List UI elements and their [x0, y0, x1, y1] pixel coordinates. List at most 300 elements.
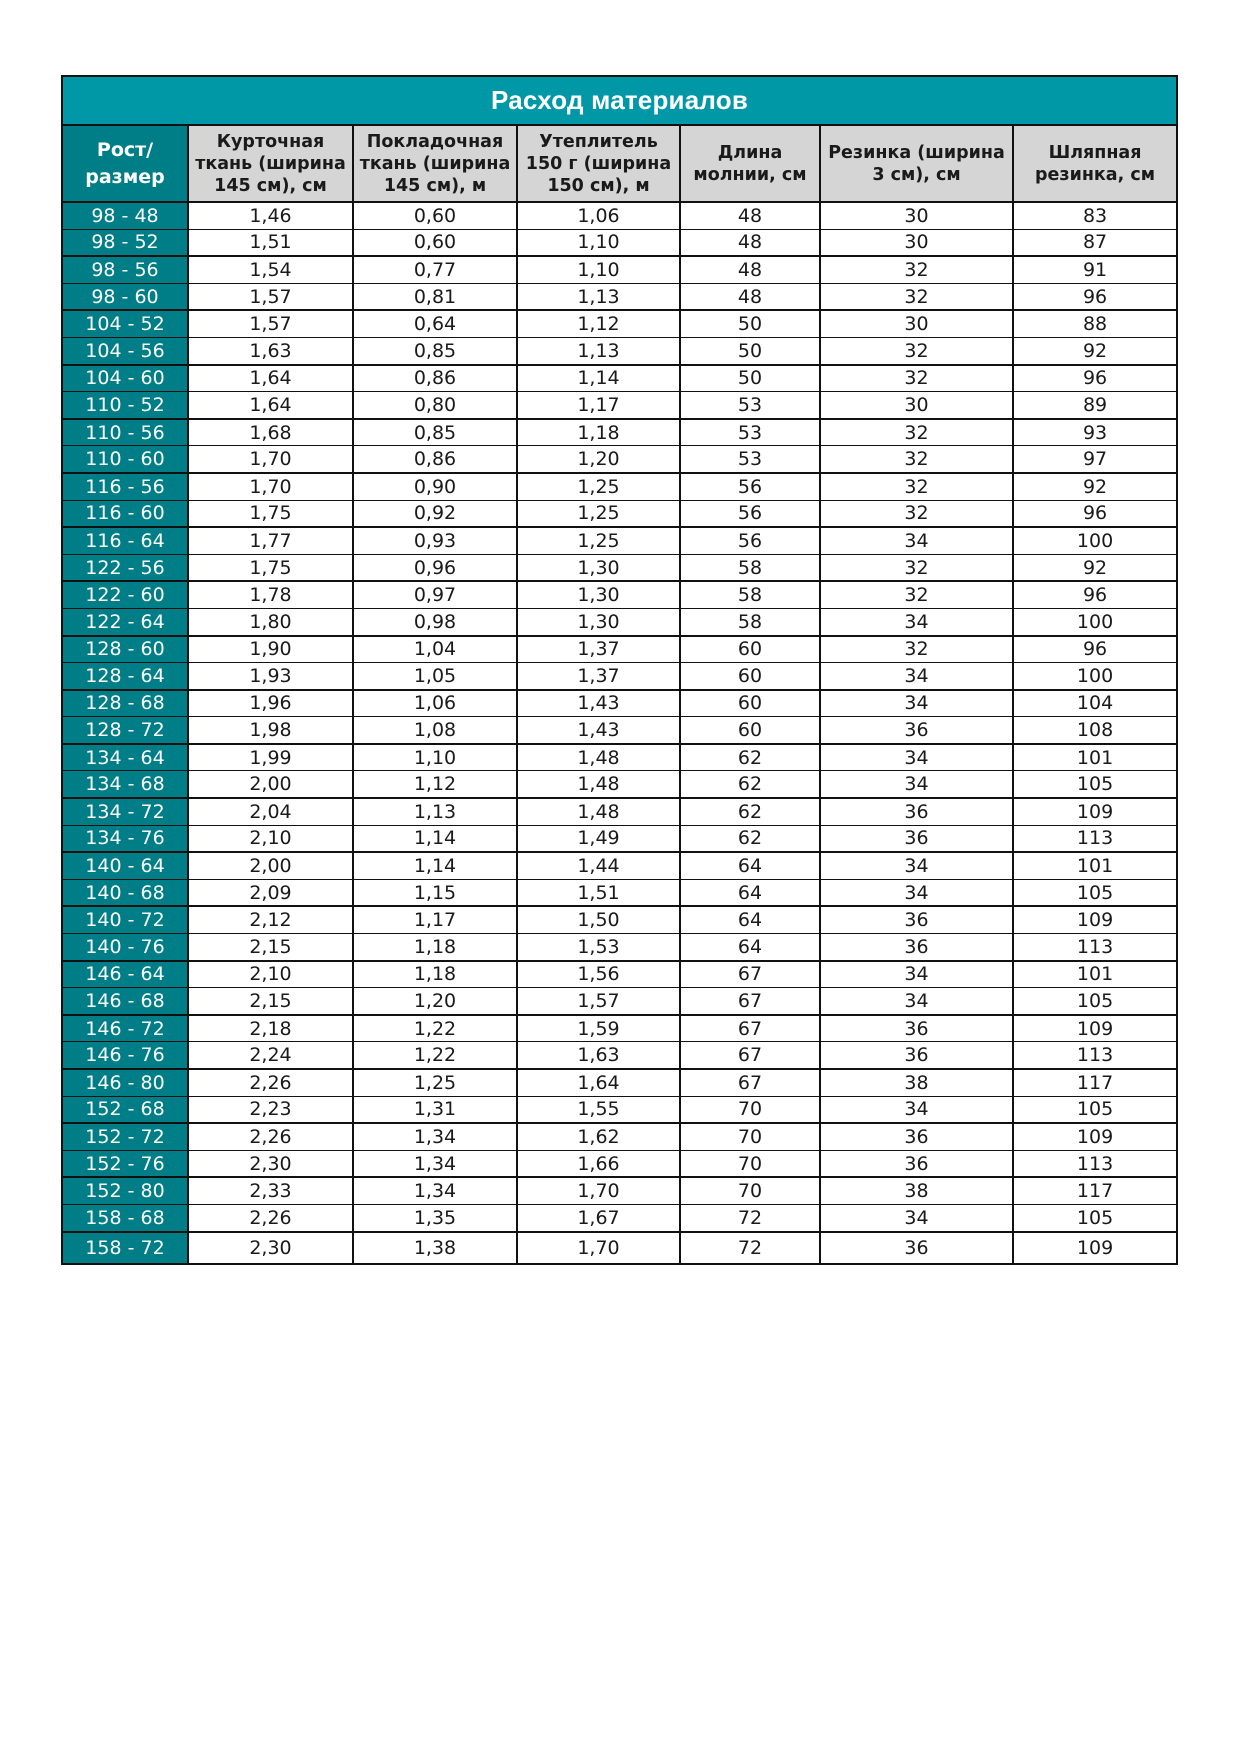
- lining-fabric-cell: 1,34: [353, 1123, 517, 1150]
- elastic-cell: 34: [820, 1204, 1013, 1231]
- header-line: 145 см), см: [214, 175, 327, 196]
- size-cell: 116 - 64: [62, 527, 188, 554]
- table-row: [62, 1096, 1177, 1123]
- hat-elastic-cell: 100: [1013, 527, 1177, 554]
- header-lining-fabric: [353, 125, 517, 202]
- zipper-length-cell: 48: [680, 283, 820, 310]
- table-row: [62, 852, 1177, 879]
- lining-fabric-cell: 0,93: [353, 527, 517, 554]
- zipper-length-cell: 56: [680, 500, 820, 527]
- lining-fabric-cell: 1,12: [353, 771, 517, 798]
- hat-elastic-cell: 113: [1013, 1042, 1177, 1069]
- elastic-cell: 34: [820, 1096, 1013, 1123]
- size-cell: 104 - 52: [62, 310, 188, 337]
- table-row: [62, 1150, 1177, 1177]
- elastic-cell: 38: [820, 1069, 1013, 1096]
- insulation-cell: 1,18: [517, 419, 680, 446]
- size-cell: 98 - 56: [62, 256, 188, 283]
- insulation-cell: 1,25: [517, 473, 680, 500]
- lining-fabric-cell: 1,15: [353, 879, 517, 906]
- jacket-fabric-cell: 2,26: [188, 1204, 353, 1231]
- size-cell: 152 - 76: [62, 1150, 188, 1177]
- insulation-cell: 1,12: [517, 310, 680, 337]
- header-row: [62, 125, 1177, 202]
- insulation-cell: 1,53: [517, 934, 680, 961]
- header-line: Резинка (ширина: [828, 142, 1005, 163]
- lining-fabric-cell: 0,86: [353, 365, 517, 392]
- jacket-fabric-cell: 2,30: [188, 1232, 353, 1264]
- header-line: Утеплитель: [539, 131, 658, 152]
- size-cell: 158 - 68: [62, 1204, 188, 1231]
- lining-fabric-cell: 1,20: [353, 988, 517, 1015]
- elastic-cell: 34: [820, 988, 1013, 1015]
- zipper-length-cell: 48: [680, 256, 820, 283]
- zipper-length-cell: 60: [680, 717, 820, 744]
- insulation-cell: 1,50: [517, 906, 680, 933]
- hat-elastic-cell: 105: [1013, 1096, 1177, 1123]
- size-cell: 134 - 76: [62, 825, 188, 852]
- hat-elastic-cell: 101: [1013, 961, 1177, 988]
- hat-elastic-cell: 105: [1013, 988, 1177, 1015]
- zipper-length-cell: 53: [680, 392, 820, 419]
- zipper-length-cell: 70: [680, 1096, 820, 1123]
- size-cell: 128 - 72: [62, 717, 188, 744]
- size-cell: 146 - 80: [62, 1069, 188, 1096]
- insulation-cell: 1,13: [517, 337, 680, 364]
- hat-elastic-cell: 92: [1013, 337, 1177, 364]
- elastic-cell: 30: [820, 310, 1013, 337]
- hat-elastic-cell: 113: [1013, 1150, 1177, 1177]
- size-cell: 146 - 76: [62, 1042, 188, 1069]
- elastic-cell: 34: [820, 771, 1013, 798]
- insulation-cell: 1,66: [517, 1150, 680, 1177]
- table-row: [62, 798, 1177, 825]
- size-cell: 116 - 56: [62, 473, 188, 500]
- zipper-length-cell: 58: [680, 554, 820, 581]
- jacket-fabric-cell: 1,68: [188, 419, 353, 446]
- hat-elastic-cell: 100: [1013, 608, 1177, 635]
- insulation-cell: 1,10: [517, 256, 680, 283]
- size-cell: 98 - 48: [62, 202, 188, 229]
- lining-fabric-cell: 0,90: [353, 473, 517, 500]
- insulation-cell: 1,13: [517, 283, 680, 310]
- hat-elastic-cell: 113: [1013, 934, 1177, 961]
- table-row: [62, 636, 1177, 663]
- size-cell: 158 - 72: [62, 1232, 188, 1264]
- table-body: [62, 202, 1177, 1264]
- elastic-cell: 32: [820, 581, 1013, 608]
- elastic-cell: 38: [820, 1177, 1013, 1204]
- zipper-length-cell: 60: [680, 663, 820, 690]
- hat-elastic-cell: 105: [1013, 1204, 1177, 1231]
- header-line: 145 см), м: [383, 175, 487, 196]
- size-cell: 140 - 68: [62, 879, 188, 906]
- insulation-cell: 1,70: [517, 1177, 680, 1204]
- table-row: [62, 500, 1177, 527]
- lining-fabric-cell: 1,22: [353, 1042, 517, 1069]
- jacket-fabric-cell: 1,64: [188, 392, 353, 419]
- hat-elastic-cell: 96: [1013, 581, 1177, 608]
- jacket-fabric-cell: 2,10: [188, 825, 353, 852]
- table-row: [62, 608, 1177, 635]
- zipper-length-cell: 62: [680, 798, 820, 825]
- jacket-fabric-cell: 1,75: [188, 500, 353, 527]
- lining-fabric-cell: 0,77: [353, 256, 517, 283]
- lining-fabric-cell: 1,18: [353, 961, 517, 988]
- insulation-cell: 1,44: [517, 852, 680, 879]
- size-cell: 128 - 60: [62, 636, 188, 663]
- elastic-cell: 36: [820, 798, 1013, 825]
- header-line: Шляпная: [1048, 142, 1142, 163]
- insulation-cell: 1,62: [517, 1123, 680, 1150]
- jacket-fabric-cell: 1,96: [188, 690, 353, 717]
- elastic-cell: 36: [820, 717, 1013, 744]
- size-cell: 140 - 76: [62, 934, 188, 961]
- lining-fabric-cell: 1,05: [353, 663, 517, 690]
- lining-fabric-cell: 1,38: [353, 1232, 517, 1264]
- elastic-cell: 34: [820, 608, 1013, 635]
- elastic-cell: 32: [820, 636, 1013, 663]
- zipper-length-cell: 56: [680, 527, 820, 554]
- jacket-fabric-cell: 1,64: [188, 365, 353, 392]
- header-size: [62, 125, 188, 202]
- jacket-fabric-cell: 1,75: [188, 554, 353, 581]
- hat-elastic-cell: 92: [1013, 473, 1177, 500]
- table-row: [62, 283, 1177, 310]
- hat-elastic-cell: 105: [1013, 879, 1177, 906]
- size-cell: 98 - 52: [62, 229, 188, 256]
- jacket-fabric-cell: 2,30: [188, 1150, 353, 1177]
- zipper-length-cell: 70: [680, 1177, 820, 1204]
- insulation-cell: 1,56: [517, 961, 680, 988]
- elastic-cell: 36: [820, 1150, 1013, 1177]
- lining-fabric-cell: 1,22: [353, 1015, 517, 1042]
- lining-fabric-cell: 1,25: [353, 1069, 517, 1096]
- elastic-cell: 36: [820, 906, 1013, 933]
- size-cell: 104 - 56: [62, 337, 188, 364]
- zipper-length-cell: 50: [680, 310, 820, 337]
- elastic-cell: 34: [820, 527, 1013, 554]
- jacket-fabric-cell: 1,70: [188, 473, 353, 500]
- hat-elastic-cell: 109: [1013, 1015, 1177, 1042]
- hat-elastic-cell: 117: [1013, 1069, 1177, 1096]
- jacket-fabric-cell: 1,70: [188, 446, 353, 473]
- zipper-length-cell: 62: [680, 744, 820, 771]
- lining-fabric-cell: 0,81: [353, 283, 517, 310]
- lining-fabric-cell: 1,04: [353, 636, 517, 663]
- elastic-cell: 36: [820, 934, 1013, 961]
- table-row: [62, 365, 1177, 392]
- insulation-cell: 1,43: [517, 717, 680, 744]
- table-row: [62, 1123, 1177, 1150]
- title-row: [62, 76, 1177, 125]
- hat-elastic-cell: 93: [1013, 419, 1177, 446]
- insulation-cell: 1,70: [517, 1232, 680, 1264]
- jacket-fabric-cell: 2,24: [188, 1042, 353, 1069]
- jacket-fabric-cell: 1,57: [188, 310, 353, 337]
- jacket-fabric-cell: 2,00: [188, 771, 353, 798]
- insulation-cell: 1,17: [517, 392, 680, 419]
- zipper-length-cell: 64: [680, 934, 820, 961]
- elastic-cell: 36: [820, 1232, 1013, 1264]
- elastic-cell: 32: [820, 283, 1013, 310]
- jacket-fabric-cell: 1,46: [188, 202, 353, 229]
- insulation-cell: 1,37: [517, 663, 680, 690]
- header-line: ткань (ширина: [195, 153, 346, 174]
- insulation-cell: 1,30: [517, 554, 680, 581]
- zipper-length-cell: 48: [680, 229, 820, 256]
- lining-fabric-cell: 0,96: [353, 554, 517, 581]
- table-row: [62, 581, 1177, 608]
- size-cell: 122 - 60: [62, 581, 188, 608]
- jacket-fabric-cell: 2,26: [188, 1069, 353, 1096]
- table-row: [62, 1069, 1177, 1096]
- jacket-fabric-cell: 2,18: [188, 1015, 353, 1042]
- zipper-length-cell: 56: [680, 473, 820, 500]
- zipper-length-cell: 62: [680, 771, 820, 798]
- hat-elastic-cell: 109: [1013, 906, 1177, 933]
- insulation-cell: 1,30: [517, 608, 680, 635]
- size-cell: 134 - 64: [62, 744, 188, 771]
- insulation-cell: 1,48: [517, 744, 680, 771]
- hat-elastic-cell: 109: [1013, 1123, 1177, 1150]
- jacket-fabric-cell: 1,77: [188, 527, 353, 554]
- insulation-cell: 1,25: [517, 527, 680, 554]
- insulation-cell: 1,06: [517, 202, 680, 229]
- table-row: [62, 473, 1177, 500]
- zipper-length-cell: 67: [680, 988, 820, 1015]
- insulation-cell: 1,43: [517, 690, 680, 717]
- table-row: [62, 690, 1177, 717]
- zipper-length-cell: 50: [680, 365, 820, 392]
- table-row: [62, 554, 1177, 581]
- header-line: Длина: [717, 142, 783, 163]
- table-title: Расход материалов: [62, 76, 1177, 125]
- jacket-fabric-cell: 2,00: [188, 852, 353, 879]
- table-row: [62, 337, 1177, 364]
- table-row: [62, 825, 1177, 852]
- hat-elastic-cell: 101: [1013, 744, 1177, 771]
- zipper-length-cell: 67: [680, 1069, 820, 1096]
- size-cell: 116 - 60: [62, 500, 188, 527]
- header-jacket-fabric: [188, 125, 353, 202]
- lining-fabric-cell: 1,06: [353, 690, 517, 717]
- insulation-cell: 1,64: [517, 1069, 680, 1096]
- table-row: [62, 1177, 1177, 1204]
- hat-elastic-cell: 96: [1013, 500, 1177, 527]
- lining-fabric-cell: 1,10: [353, 744, 517, 771]
- hat-elastic-cell: 104: [1013, 690, 1177, 717]
- table-row: [62, 1232, 1177, 1264]
- jacket-fabric-cell: 1,90: [188, 636, 353, 663]
- insulation-cell: 1,14: [517, 365, 680, 392]
- table-row: [62, 256, 1177, 283]
- elastic-cell: 32: [820, 446, 1013, 473]
- jacket-fabric-cell: 1,78: [188, 581, 353, 608]
- hat-elastic-cell: 83: [1013, 202, 1177, 229]
- hat-elastic-cell: 92: [1013, 554, 1177, 581]
- lining-fabric-cell: 0,80: [353, 392, 517, 419]
- elastic-cell: 32: [820, 500, 1013, 527]
- hat-elastic-cell: 100: [1013, 663, 1177, 690]
- size-cell: 146 - 72: [62, 1015, 188, 1042]
- hat-elastic-cell: 91: [1013, 256, 1177, 283]
- elastic-cell: 32: [820, 473, 1013, 500]
- size-cell: 140 - 64: [62, 852, 188, 879]
- header-line: размер: [85, 165, 165, 188]
- lining-fabric-cell: 1,34: [353, 1150, 517, 1177]
- lining-fabric-cell: 0,98: [353, 608, 517, 635]
- header-zipper-length: [680, 125, 820, 202]
- insulation-cell: 1,48: [517, 771, 680, 798]
- lining-fabric-cell: 0,86: [353, 446, 517, 473]
- table-row: [62, 310, 1177, 337]
- hat-elastic-cell: 89: [1013, 392, 1177, 419]
- header-hat-elastic: [1013, 125, 1177, 202]
- zipper-length-cell: 48: [680, 202, 820, 229]
- hat-elastic-cell: 101: [1013, 852, 1177, 879]
- insulation-cell: 1,48: [517, 798, 680, 825]
- size-cell: 140 - 72: [62, 906, 188, 933]
- jacket-fabric-cell: 2,15: [188, 934, 353, 961]
- hat-elastic-cell: 88: [1013, 310, 1177, 337]
- jacket-fabric-cell: 1,57: [188, 283, 353, 310]
- table-row: [62, 744, 1177, 771]
- hat-elastic-cell: 87: [1013, 229, 1177, 256]
- zipper-length-cell: 67: [680, 1042, 820, 1069]
- table-row: [62, 771, 1177, 798]
- size-cell: 98 - 60: [62, 283, 188, 310]
- size-cell: 122 - 56: [62, 554, 188, 581]
- zipper-length-cell: 60: [680, 636, 820, 663]
- lining-fabric-cell: 0,64: [353, 310, 517, 337]
- insulation-cell: 1,63: [517, 1042, 680, 1069]
- elastic-cell: 32: [820, 554, 1013, 581]
- zipper-length-cell: 50: [680, 337, 820, 364]
- size-cell: 152 - 80: [62, 1177, 188, 1204]
- hat-elastic-cell: 96: [1013, 283, 1177, 310]
- zipper-length-cell: 53: [680, 446, 820, 473]
- table-row: [62, 906, 1177, 933]
- size-cell: 104 - 60: [62, 365, 188, 392]
- jacket-fabric-cell: 2,15: [188, 988, 353, 1015]
- insulation-cell: 1,67: [517, 1204, 680, 1231]
- jacket-fabric-cell: 2,12: [188, 906, 353, 933]
- hat-elastic-cell: 96: [1013, 365, 1177, 392]
- zipper-length-cell: 72: [680, 1204, 820, 1231]
- elastic-cell: 30: [820, 392, 1013, 419]
- table-row: [62, 663, 1177, 690]
- hat-elastic-cell: 109: [1013, 798, 1177, 825]
- size-cell: 146 - 64: [62, 961, 188, 988]
- zipper-length-cell: 53: [680, 419, 820, 446]
- zipper-length-cell: 67: [680, 961, 820, 988]
- table-row: [62, 1204, 1177, 1231]
- jacket-fabric-cell: 2,04: [188, 798, 353, 825]
- table-row: [62, 934, 1177, 961]
- zipper-length-cell: 60: [680, 690, 820, 717]
- lining-fabric-cell: 0,97: [353, 581, 517, 608]
- insulation-cell: 1,51: [517, 879, 680, 906]
- elastic-cell: 34: [820, 961, 1013, 988]
- size-cell: 152 - 68: [62, 1096, 188, 1123]
- lining-fabric-cell: 0,85: [353, 419, 517, 446]
- table-row: [62, 392, 1177, 419]
- size-cell: 128 - 68: [62, 690, 188, 717]
- jacket-fabric-cell: 1,98: [188, 717, 353, 744]
- zipper-length-cell: 58: [680, 608, 820, 635]
- header-line: резинка, см: [1035, 164, 1156, 185]
- hat-elastic-cell: 109: [1013, 1232, 1177, 1264]
- insulation-cell: 1,25: [517, 500, 680, 527]
- hat-elastic-cell: 97: [1013, 446, 1177, 473]
- elastic-cell: 32: [820, 337, 1013, 364]
- header-line: Рост/: [96, 138, 154, 161]
- size-cell: 134 - 68: [62, 771, 188, 798]
- hat-elastic-cell: 96: [1013, 636, 1177, 663]
- zipper-length-cell: 62: [680, 825, 820, 852]
- lining-fabric-cell: 1,14: [353, 852, 517, 879]
- elastic-cell: 36: [820, 1123, 1013, 1150]
- jacket-fabric-cell: 2,23: [188, 1096, 353, 1123]
- elastic-cell: 32: [820, 256, 1013, 283]
- hat-elastic-cell: 113: [1013, 825, 1177, 852]
- elastic-cell: 34: [820, 879, 1013, 906]
- materials-table: [61, 75, 1178, 1265]
- hat-elastic-cell: 105: [1013, 771, 1177, 798]
- insulation-cell: 1,57: [517, 988, 680, 1015]
- zipper-length-cell: 64: [680, 879, 820, 906]
- zipper-length-cell: 67: [680, 1015, 820, 1042]
- lining-fabric-cell: 1,13: [353, 798, 517, 825]
- table-row: [62, 1015, 1177, 1042]
- table-row: [62, 961, 1177, 988]
- insulation-cell: 1,59: [517, 1015, 680, 1042]
- table-row: [62, 717, 1177, 744]
- zipper-length-cell: 72: [680, 1232, 820, 1264]
- lining-fabric-cell: 1,35: [353, 1204, 517, 1231]
- header-line: 150 г (ширина: [525, 153, 672, 174]
- table-row: [62, 202, 1177, 229]
- header-line: молнии, см: [693, 164, 807, 185]
- elastic-cell: 34: [820, 690, 1013, 717]
- table-row: [62, 1042, 1177, 1069]
- size-cell: 134 - 72: [62, 798, 188, 825]
- table-row: [62, 446, 1177, 473]
- elastic-cell: 34: [820, 744, 1013, 771]
- hat-elastic-cell: 108: [1013, 717, 1177, 744]
- jacket-fabric-cell: 1,63: [188, 337, 353, 364]
- header-insulation: [517, 125, 680, 202]
- lining-fabric-cell: 0,85: [353, 337, 517, 364]
- jacket-fabric-cell: 2,26: [188, 1123, 353, 1150]
- jacket-fabric-cell: 2,33: [188, 1177, 353, 1204]
- elastic-cell: 30: [820, 202, 1013, 229]
- lining-fabric-cell: 1,18: [353, 934, 517, 961]
- size-cell: 110 - 56: [62, 419, 188, 446]
- header-line: 3 см), см: [872, 164, 961, 185]
- lining-fabric-cell: 1,14: [353, 825, 517, 852]
- elastic-cell: 32: [820, 365, 1013, 392]
- insulation-cell: 1,49: [517, 825, 680, 852]
- elastic-cell: 32: [820, 419, 1013, 446]
- table-row: [62, 229, 1177, 256]
- header-line: 150 см), м: [547, 175, 650, 196]
- zipper-length-cell: 58: [680, 581, 820, 608]
- jacket-fabric-cell: 1,54: [188, 256, 353, 283]
- table-row: [62, 988, 1177, 1015]
- hat-elastic-cell: 117: [1013, 1177, 1177, 1204]
